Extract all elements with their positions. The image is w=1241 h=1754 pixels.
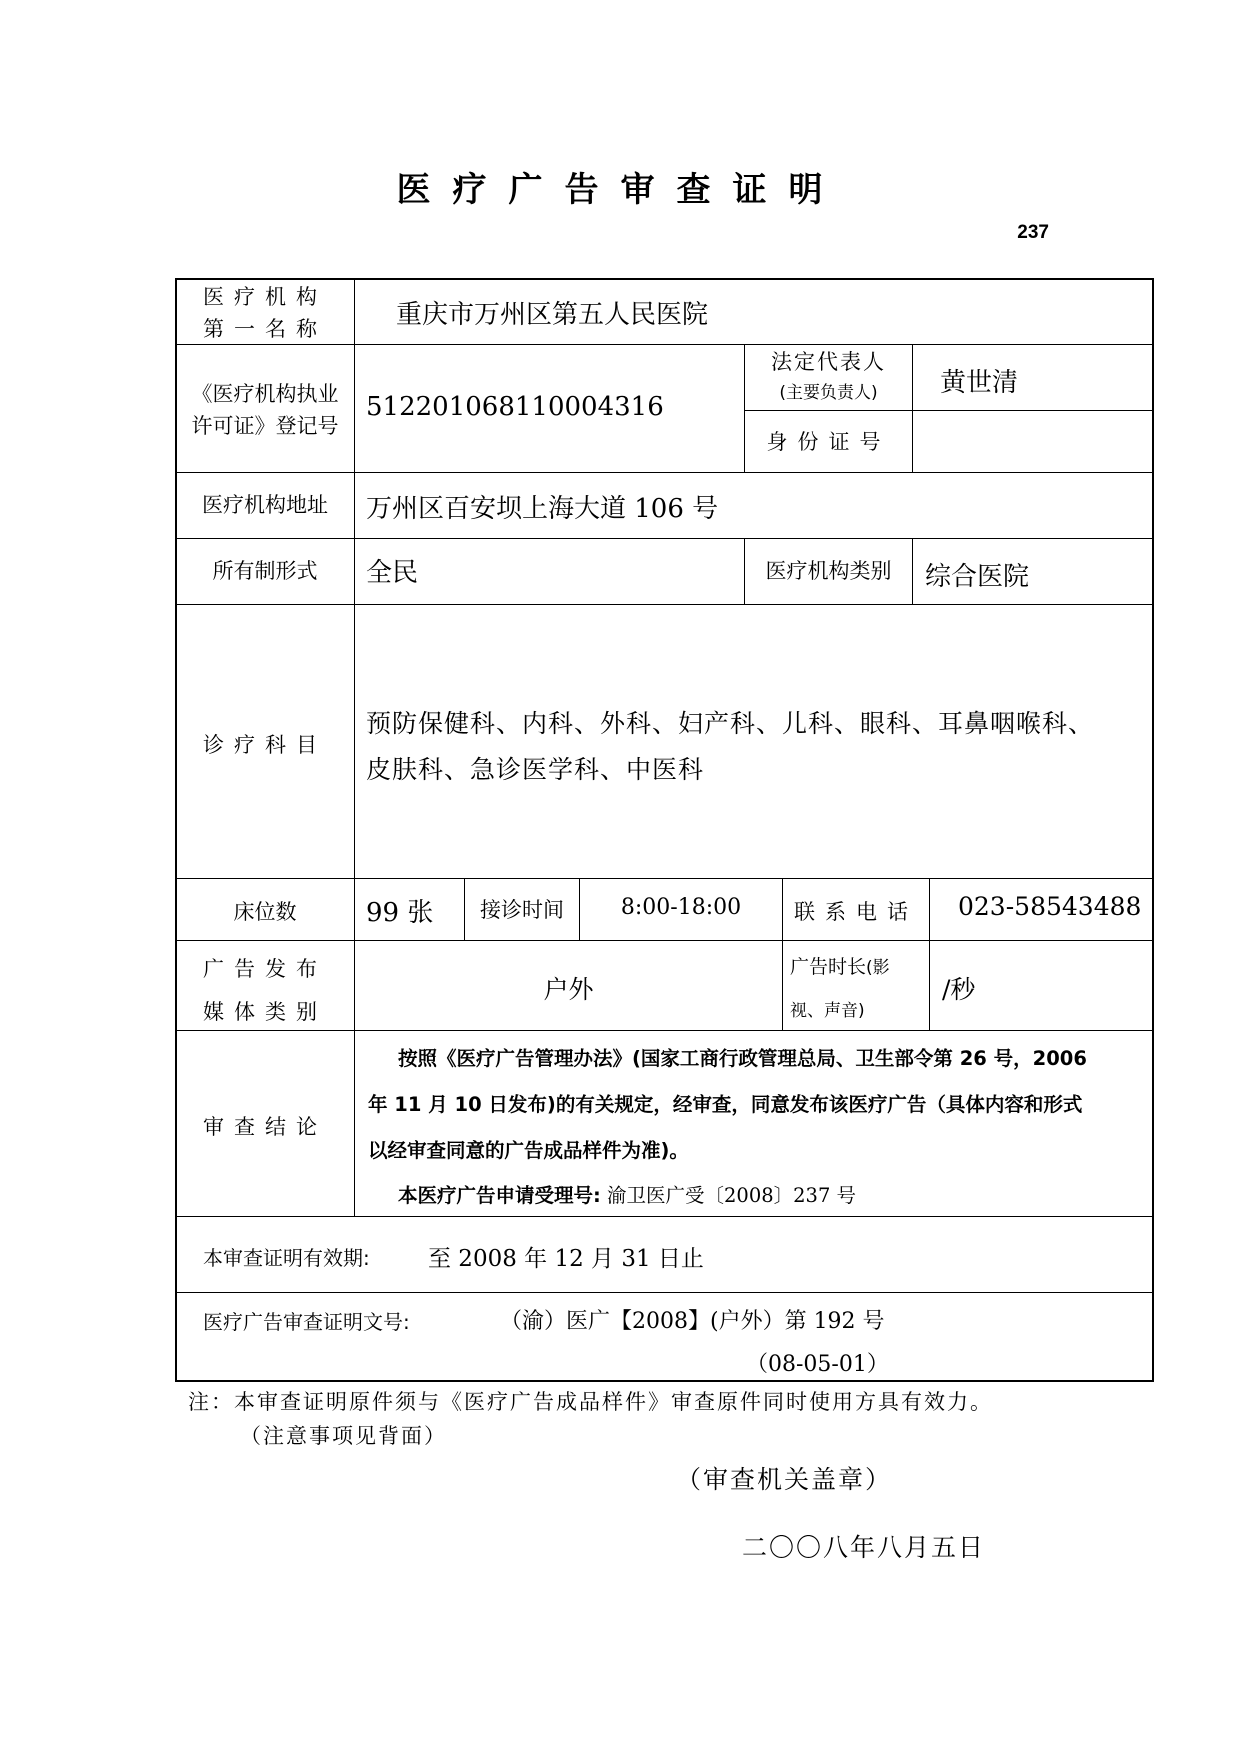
conclusion-line-1: 按照《医疗广告管理办法》(国家工商行政管理总局、卫生部令第 26 号，2006 xyxy=(398,1047,1087,1070)
application-number-label: 本医疗广告申请受理号: xyxy=(398,1184,601,1207)
category-value: 综合医院 xyxy=(925,562,1030,592)
duration-label-1: 广告时长(影 xyxy=(790,956,890,978)
page-title: 医疗广告审查证明 xyxy=(396,170,845,210)
ownership-value: 全民 xyxy=(366,558,419,588)
document-number: 237 xyxy=(1017,222,1049,243)
footnote-reverse: （注意事项见背面） xyxy=(240,1424,447,1448)
media-value: 户外 xyxy=(543,975,594,1004)
phone-value: 023-58543488 xyxy=(958,892,1142,921)
application-number xyxy=(398,1180,856,1208)
legal-rep-label-1: 法定代表人 xyxy=(771,350,886,374)
legal-rep-label-2: (主要负责人) xyxy=(779,383,878,403)
institution-name-label-1: 医疗机构 xyxy=(203,285,327,309)
validity-value: 至 2008 年 12 月 31 日止 xyxy=(428,1246,704,1272)
departments-label: 诊疗科目 xyxy=(203,733,327,757)
license-number-value: 512201068110004316 xyxy=(366,392,664,422)
validity-label: 本审查证明有效期: xyxy=(203,1246,370,1270)
category-label: 医疗机构类别 xyxy=(765,559,892,583)
issue-date: 二〇〇八年八月五日 xyxy=(742,1533,986,1562)
conclusion-line-2: 年 11 月 10 日发布)的有关规定，经审查，同意发布该医疗广告（具体内容和形式 xyxy=(368,1093,1083,1116)
phone-label: 联系电话 xyxy=(794,900,918,924)
beds-label: 床位数 xyxy=(233,900,297,924)
certificate-date: （08-05-01） xyxy=(746,1352,889,1377)
hours-label: 接诊时间 xyxy=(480,898,564,922)
license-label-1: 《医疗机构执业 xyxy=(191,382,339,406)
conclusion-line-3: 以经审查同意的广告成品样件为准)。 xyxy=(368,1139,689,1162)
license-label-2: 许可证》登记号 xyxy=(191,414,339,438)
id-number-label: 身份证号 xyxy=(766,430,891,454)
media-label-2: 媒体类别 xyxy=(203,1000,327,1024)
duration-label-2: 视、声音) xyxy=(790,1001,865,1021)
media-label-1: 广告发布 xyxy=(203,957,327,981)
seal-text: （审查机关盖章） xyxy=(676,1465,893,1494)
conclusion-label: 审查结论 xyxy=(203,1115,327,1139)
address-value: 万州区百安坝上海大道 106 号 xyxy=(366,494,719,524)
duration-value: /秒 xyxy=(942,975,976,1004)
institution-name-label-2: 第一名称 xyxy=(203,317,327,341)
address-label: 医疗机构地址 xyxy=(202,493,328,517)
institution-name-value: 重庆市万州区第五人民医院 xyxy=(396,300,709,330)
footnote: 注：本审查证明原件须与《医疗广告成品样件》审查原件同时使用方具有效力。 xyxy=(188,1390,993,1414)
certificate-number-value: （渝）医广【2008】(户外）第 192 号 xyxy=(500,1309,885,1334)
ownership-label: 所有制形式 xyxy=(212,559,318,583)
application-number-value: 渝卫医广受〔2008〕237 号 xyxy=(607,1184,857,1207)
departments-value-2: 皮肤科、急诊医学科、中医科 xyxy=(366,755,705,784)
hours-value: 8:00-18:00 xyxy=(620,895,742,920)
legal-rep-value: 黄世清 xyxy=(940,368,1019,398)
beds-value: 99 张 xyxy=(366,898,434,928)
departments-value-1: 预防保健科、内科、外科、妇产科、儿科、眼科、耳鼻咽喉科、 xyxy=(366,709,1095,738)
certificate-number-label: 医疗广告审查证明文号: xyxy=(203,1310,410,1334)
